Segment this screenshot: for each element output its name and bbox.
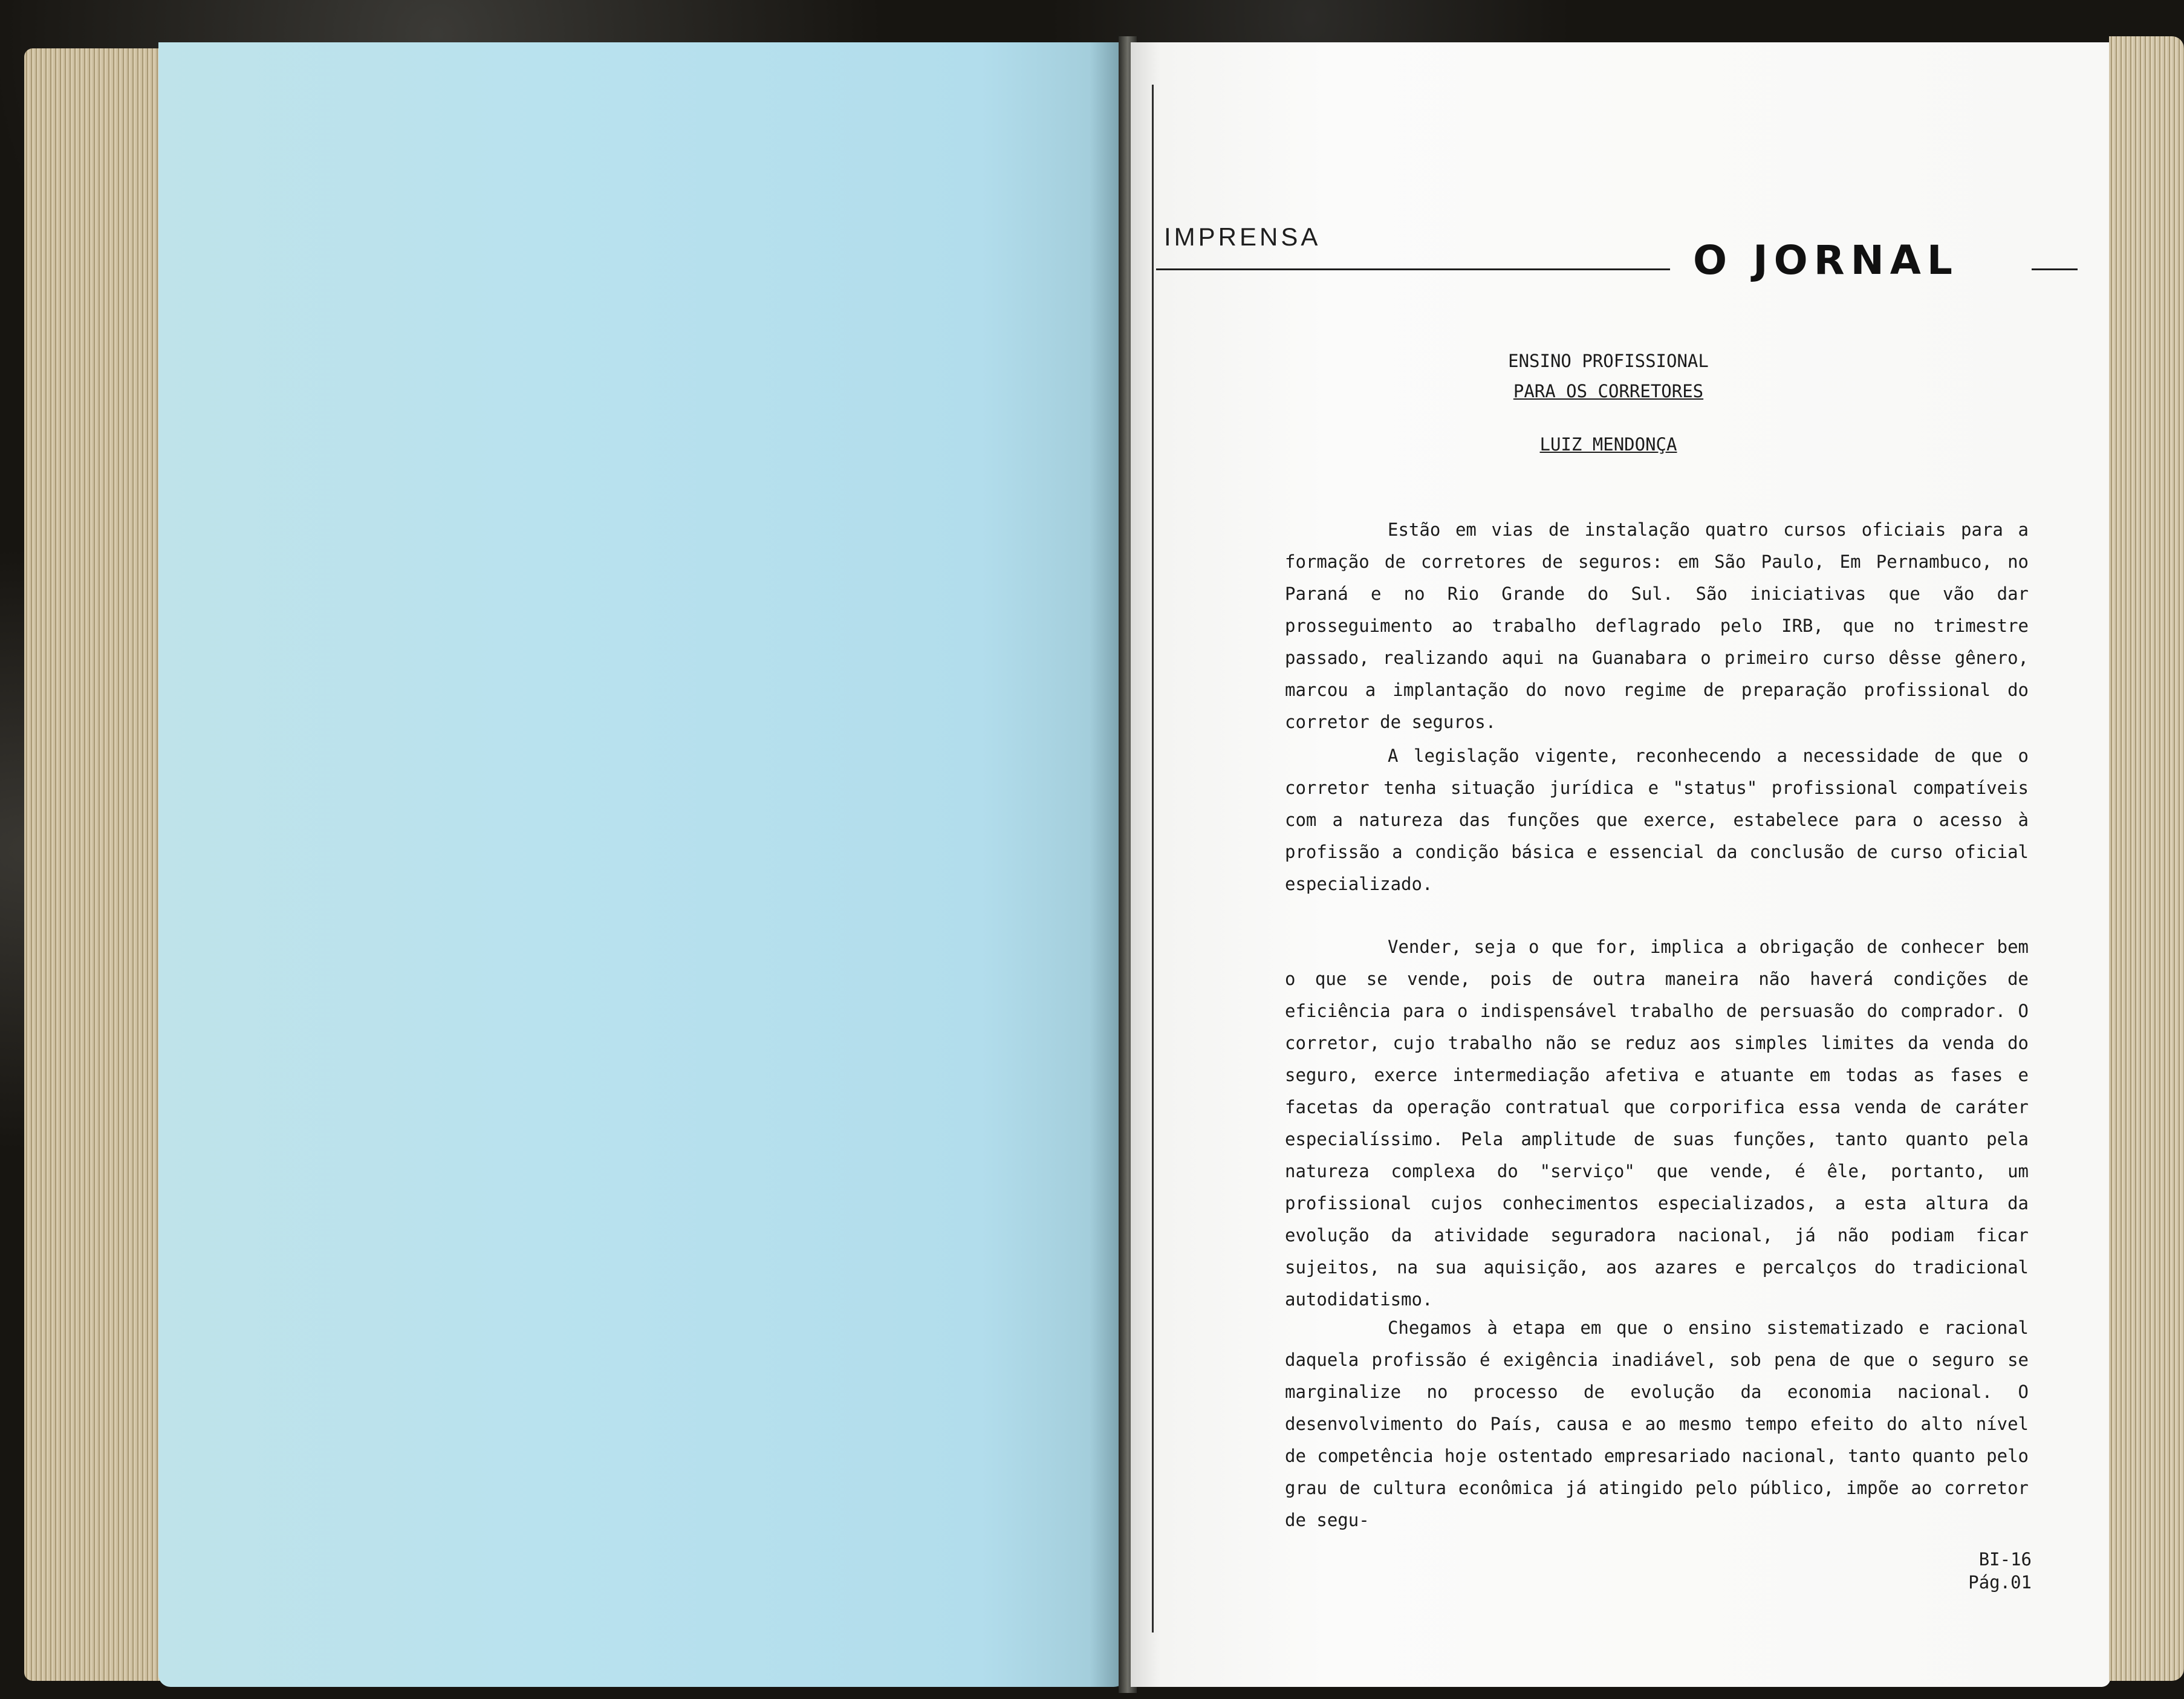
paragraph-text: Vender, seja o que for, implica a obrigação de conhecer bem o que se vende, pois de outra maneira não haverá condições de eficiência para o indispensável trabalho de persuasão do comprador. O corretor, cujo trabalho não se reduz aos simples limites da venda do seguro, exerce intermediação afetiva e atuante em todas as fases e facetas da operação contratual que corporifica essa venda de caráter especialíssimo. Pela amplitude de suas funções, tanto quanto pela natureza complexa do "serviço" que vende, é êle, portanto, um profissional cujos conhecimentos especializados, a esta altura da evolução da atividade seguradora nacional, já não podiam ficar sujeitos, na sua aquisição, aos azares e percalços do tradicional autodidatismo. [1285, 937, 2029, 1310]
section-header: IMPRENSA [1164, 223, 1321, 251]
article-paragraph-3 [1285, 931, 2029, 1316]
left-blank-page [158, 42, 1126, 1687]
header-rule [1156, 268, 1670, 270]
paragraph-text: A legislação vigente, reconhecendo a necessidade de que o corretor tenha situação jurídica e "status" profissional compatíveis com a natureza das funções que exerce, estabelece para o acesso à profissão a condição básica e essencial da conclusão de curso oficial especializado. [1285, 746, 2029, 894]
article-title-line-2: PARA OS CORRETORES [1513, 381, 1704, 401]
left-page-edge [24, 48, 169, 1681]
article-paragraph-1 [1285, 514, 2029, 738]
publication-name: O JORNAL [1693, 237, 1958, 284]
margin-rule [1152, 85, 1154, 1632]
article-paragraph-4 [1285, 1312, 2029, 1536]
header-rule-tail [2032, 268, 2078, 270]
paragraph-text: Estão em vias de instalação quatro cursos oficiais para a formação de corretores de seguros: em São Paulo, Em Pernambuco, no Paraná e no Rio Grande do Sul. São iniciativas que vão dar prosseguimento ao trabalho deflagrado pelo IRB, que no trimestre passado, realizando aqui na Guanabara o primeiro curso dêsse gênero, marcou a implantação do novo regime de preparação profissional do corretor de seguros. [1285, 519, 2029, 732]
paragraph-text: Chegamos à etapa em que o ensino sistematizado e racional daquela profissão é exigência inadiável, sob pena de que o seguro se marginalize no processo de evolução da economia nacional. O desenvolvimento do País, causa e ao mesmo tempo efeito do alto nível de competência hoje ostentado empresariado nacional, tanto quanto pelo grau de cultura econômica já atingido pelo público, impõe ao corretor de segu- [1285, 1317, 2029, 1530]
bulletin-code: BI-16 [1978, 1549, 2032, 1570]
article-author: LUIZ MENDONÇA [1539, 434, 1677, 455]
right-page-edge [2109, 36, 2184, 1681]
page-footer [1959, 1548, 2032, 1594]
page-number: Pág.01 [1968, 1572, 2032, 1593]
article-title-line-1: ENSINO PROFISSIONAL [1508, 351, 1709, 371]
article-paragraph-2 [1285, 740, 2029, 900]
